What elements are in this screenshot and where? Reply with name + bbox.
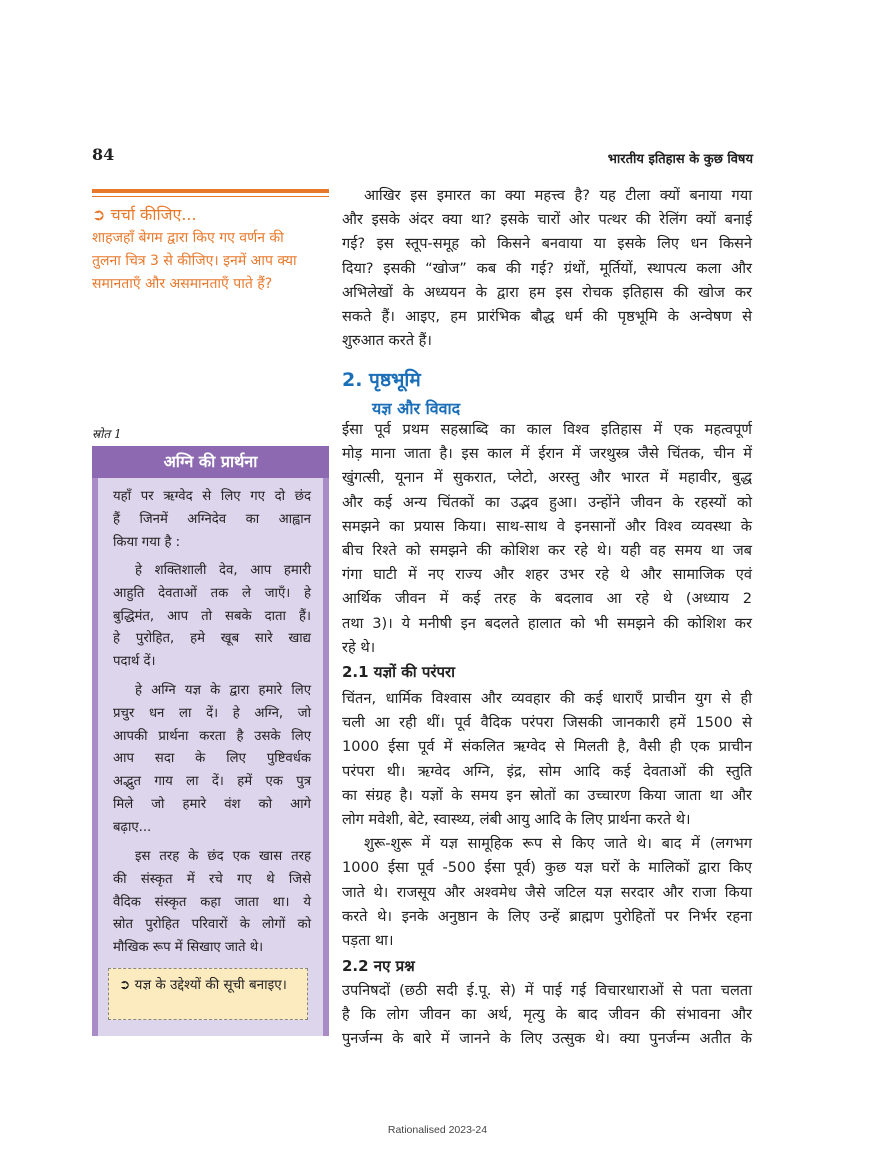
paragraph-yajna [342, 687, 752, 953]
text-line: जाते थे। राजसूय और अश्वमेध जैसे जटिल यज्ञ सरदार और राजा किया [342, 883, 752, 901]
task-box [108, 968, 308, 1020]
text-line: समानताएँ और असमानताएँ पाते हैं? [92, 276, 273, 292]
paragraph-new-questions [342, 979, 752, 1052]
text-line: पुनर्जन्म के बारे में जानने के लिए उत्सुक थे। क्या पुनर्जन्म अतीत के [342, 1030, 752, 1048]
discuss-text [92, 227, 332, 296]
paragraph-yajna-a [342, 687, 752, 832]
text-line: का संग्रह है। यज्ञों के समय इन स्रोतों का उच्चारण किया जाता था और [342, 786, 752, 804]
paragraph-intro [342, 184, 752, 353]
text-line: 1000 ईसा पूर्व में संकलित ऋग्वेद से मिलती है, वैसी ही एक प्राचीन [342, 738, 752, 756]
source-note [113, 846, 311, 960]
page-number: 84 [92, 145, 115, 164]
arrow-circle-icon: ➲ [92, 205, 106, 224]
text-line: शाहजहाँ बेगम द्वारा किए गए वर्णन की [92, 230, 284, 246]
text-line: हे अग्नि यज्ञ के द्वारा हमारे लिए [135, 683, 311, 698]
text-line: किया गया है : [113, 534, 181, 550]
section-subheading: यज्ञ और विवाद [372, 399, 461, 418]
source-verse-1 [113, 560, 311, 674]
text-line: करते थे। इनके अनुष्ठान के लिए उन्हें ब्राह्मण पुरोहितों पर निर्भर रहना [342, 907, 752, 925]
text-line: गंगा घाटी में नए राज्य और शहर उभर रहे थे और सामाजिक एवं [342, 566, 752, 584]
text-line: सकते हैं। आइए, हम प्रारंभिक बौद्ध धर्म की पृष्ठभूमि के अन्वेषण से [342, 308, 752, 326]
text-line: और इसके अंदर क्या था? इसके चारों ओर पत्थर की रेलिंग क्यों बनाई [342, 211, 752, 229]
text-line: लोग मवेशी, बेटे, स्वास्थ्य, लंबी आयु आदि के लिए प्रार्थना करते थे। [342, 811, 691, 829]
text-line: है कि लोग जीवन का अर्थ, मृत्यु के बाद जीवन की संभावना और [342, 1006, 752, 1024]
text-line: मौखिक रूप में सिखाए जाते थे। [113, 940, 264, 956]
text-line: इस तरह के छंद एक खास तरह [135, 849, 311, 864]
text-line: परंपरा थी। ऋग्वेद अग्नि, इंद्र, सोम आदि कई देवताओं की स्तुति [342, 762, 752, 780]
text-line: हे शक्तिशाली देव, आप हमारी [135, 563, 311, 578]
text-line: शुरू-शुरू में यज्ञ सामूहिक रूप से किए जाते थे। बाद में (लगभग [364, 835, 752, 853]
subsection-heading-2-2: 2.2 नए प्रश्न [342, 957, 415, 975]
text-line: बढ़ाए... [113, 819, 152, 835]
text-line: शुरुआत करते हैं। [342, 332, 432, 350]
text-line: अद्भुत गाय ला दें। हमें एक पुत्र [113, 774, 311, 790]
text-line: दिया? इसकी “खोज” कब की गई? ग्रंथों, मूर्तियों, स्थापत्य कला और [342, 259, 752, 277]
text-line: अभिलेखों के अध्ययन के द्वारा हम इस रोचक इतिहास की खोज कर [342, 283, 752, 301]
text-line: तथा 3)। ये मनीषी इन बदलते हालात को भी समझने की कोशिश कर [342, 614, 752, 632]
text-line: 1000 ईसा पूर्व -500 ईसा पूर्व) कुछ यज्ञ घरों के मालिकों द्वारा किए [342, 859, 752, 877]
discuss-sidebar [92, 203, 332, 296]
source-verse-2 [113, 680, 311, 840]
discuss-title: चर्चा कीजिए... [110, 205, 197, 224]
source-label: स्रोत 1 [92, 427, 122, 441]
section-heading: 2. पृष्ठभूमि [342, 369, 421, 391]
source-title: अग्नि की प्रार्थना [92, 446, 329, 478]
text-line: चिंतन, धार्मिक विश्वास और व्यवहार की कई धाराएँ प्राचीन युग से ही [342, 690, 752, 707]
subsection-heading-2-1: 2.1 यज्ञों की परंपरा [342, 663, 456, 681]
task-text: यज्ञ के उद्देश्यों की सूची बनाइए। [134, 977, 287, 993]
text-line: मिले जो हमारे वंश को आगे [113, 796, 311, 812]
text-line: की संस्कृत में रचे गए थे जिसे [113, 871, 311, 887]
text-line: मोड़ माना जाता है। इस काल में ईरान में जरथुस्त्र जैसे चिंतक, चीन में [342, 445, 752, 463]
text-line: बीच रिश्ते को समझने की कोशिश कर रहे थे। यही वह समय था जब [342, 542, 752, 560]
source-intro [113, 486, 311, 554]
text-line: स्रोत पुरोहित परिवारों के लोगों को [113, 917, 311, 933]
text-line: आखिर इस इमारत का क्या महत्त्व है? यह टीला क्यों बनाया गया [364, 187, 752, 204]
running-title: भारतीय इतिहास के कुछ विषय [607, 152, 753, 167]
text-line: प्रचुर धन ला दें। हे अग्नि, जो [113, 705, 311, 721]
discuss-heading [92, 203, 332, 227]
orange-rule-thin [92, 196, 329, 197]
text-line: यहाँ पर ऋग्वेद से लिए गए दो छंद [113, 489, 311, 504]
text-line: बुद्धिमंत, आप तो सबके दाता हैं। [113, 608, 311, 624]
text-line: खुंगत्सी, यूनान में सुकरात, प्लेटो, अरस्तु और भारत में महावीर, बुद्ध [342, 469, 752, 487]
text-line: वैदिक संस्कृत कहा जाता था। ये [113, 894, 311, 910]
text-line: आहुति देवताओं तक ले जाएँ। हे [113, 585, 311, 601]
paragraph-yajna-b [342, 832, 752, 953]
text-line: तुलना चित्र 3 से कीजिए। इनमें आप क्या [92, 253, 297, 269]
text-line: रहे थे। [342, 638, 376, 656]
arrow-circle-icon: ➲ [119, 977, 131, 993]
text-line: हे पुरोहित, हमे खूब सारे खाद्य [113, 631, 311, 647]
footer-note: Rationalised 2023-24 [387, 1124, 488, 1136]
text-line: पड़ता था। [342, 932, 394, 950]
text-line: समझने का प्रयास किया। साथ-साथ वे इनसानों और विश्व व्यवस्था के [342, 517, 752, 535]
paragraph-background [342, 418, 752, 660]
text-line: पदार्थ दें। [113, 654, 156, 670]
text-line: आपकी प्रार्थना करता है उसके लिए [113, 728, 311, 744]
text-line: ईसा पूर्व प्रथम सहस्राब्दि का काल विश्व इतिहास में एक महत्वपूर्ण [342, 421, 752, 438]
text-line: आप सदा के लिए पुष्टिवर्धक [113, 751, 311, 767]
orange-rule-thick [92, 189, 329, 193]
text-line: चली आ रही थीं। पूर्व वैदिक परंपरा जिसकी जानकारी हमें 1500 से [342, 714, 752, 732]
text-line: उपनिषदों (छठी सदी ई.पू. से) में पाई गई विचारधाराओं से पता चलता [342, 982, 752, 999]
text-line: हैं जिनमें अग्निदेव का आह्वान [113, 511, 311, 527]
text-line: और कई अन्य चिंतकों का उद्भव हुआ। उन्होंने जीवन के रहस्यों को [342, 493, 752, 511]
text-line: आर्थिक जीवन में कई तरह के बदलाव आ रहे थे (अध्याय 2 [342, 590, 752, 608]
text-line: गई? इस स्तूप-समूह को किसने बनवाया या इसके लिए धन किसने [342, 235, 752, 253]
